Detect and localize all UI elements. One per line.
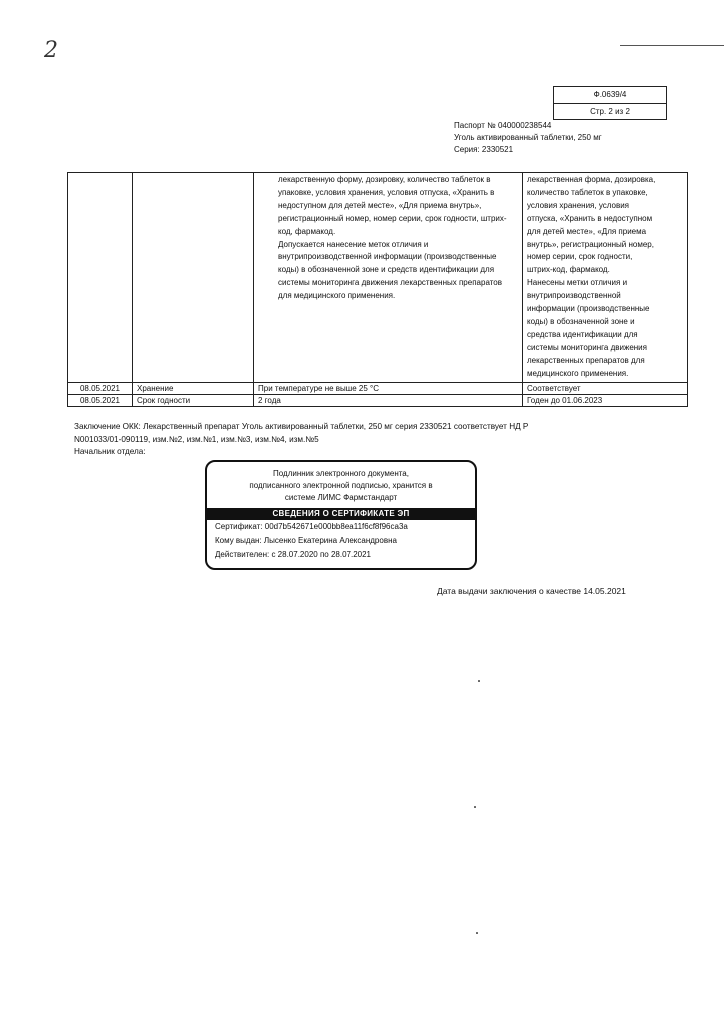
scan-speck — [476, 932, 478, 934]
passport-number: Паспорт № 040000238544 — [454, 121, 552, 130]
head-of-department-label: Начальник отдела: — [74, 447, 146, 456]
stamp-line: системе ЛИМС Фармстандарт — [284, 493, 398, 502]
cell-requirement: лекарственную форму, дозировку, количество таблеток в упаковке, условия хранения, условия отпуска, «Хранить в недоступном для детей месте», «Для приема внутрь», регистрационный номер, номер серии, срок годности, штрих-код, фармакод. Допускается нанесение меток отличия и внутрипроизводственной информации (производственные коды) в обозначенной зоне и средств идентификации для системы мониторинга движения лекарственных препаратов для медицинского применения. — [278, 175, 507, 301]
stamp-header: СВЕДЕНИЯ О СЕРТИФИКАТЕ ЭП — [207, 508, 475, 520]
electronic-signature-stamp — [205, 460, 477, 570]
table-row — [68, 394, 688, 406]
cell-indicator: Срок годности — [133, 394, 254, 406]
page-counter: Стр. 2 из 2 — [554, 103, 666, 120]
stamp-validity: Действителен: с 28.07.2020 по 28.07.2021 — [215, 550, 371, 559]
cell-requirement: 2 года — [254, 394, 523, 406]
table-row — [68, 173, 688, 383]
stamp-issued-to: Кому выдан: Лысенко Екатерина Александровна — [215, 536, 397, 545]
quality-table — [67, 172, 688, 407]
form-code: Ф.0639/4 — [593, 90, 627, 99]
form-code-box — [553, 86, 667, 120]
handwritten-page-number: 2 — [44, 38, 58, 63]
scan-speck — [474, 806, 476, 808]
passport-info — [454, 120, 602, 156]
cell-result: Соответствует — [523, 382, 688, 394]
conclusion-text: Заключение ОКК: Лекарственный препарат Уголь активированный таблетки, 250 мг серия 2330521 соответствует НД Р N001033/01-090119, изм.№2, изм.№1, изм.№3, изм.№4, изм.№5 — [74, 422, 529, 444]
cell-indicator: Хранение — [133, 382, 254, 394]
scan-speck — [478, 680, 480, 682]
cell-result: Годен до 01.06.2023 — [523, 394, 688, 406]
top-divider — [620, 45, 724, 46]
stamp-line: подписанного электронной подписью, хранится в — [249, 481, 433, 490]
product-name: Уголь активированный таблетки, 250 мг — [454, 133, 602, 142]
conclusion-block — [74, 421, 564, 459]
cell-date: 08.05.2021 — [68, 394, 133, 406]
cell-date: 08.05.2021 — [68, 382, 133, 394]
stamp-certificate: Сертификат: 00d7b542671e000bb8ea11f6cf8f96ca3a — [215, 522, 408, 531]
cell-indicator — [133, 173, 254, 383]
stamp-line: Подлинник электронного документа, — [273, 469, 409, 478]
cell-result: лекарственная форма, дозировка, количество таблеток в упаковке, условия хранения, условия отпуска, «Хранить в недоступном для детей месте», «Для приема внутрь», регистрационный номер, номер серии, срок годности, штрих-код, фармакод. Нанесены метки отличия и внутрипроизводственной информации (производственные коды) в обозначенной зоне и средства идентификации для системы мониторинга движения лекарственных препаратов для медицинского применения. — [527, 175, 656, 378]
stamp-original-notice — [207, 468, 475, 504]
cell-date — [68, 173, 133, 383]
series-number: Серия: 2330521 — [454, 145, 514, 154]
issue-date: Дата выдачи заключения о качестве 14.05.2021 — [437, 586, 626, 596]
table-row — [68, 382, 688, 394]
cell-requirement: При температуре не выше 25 °С — [254, 382, 523, 394]
